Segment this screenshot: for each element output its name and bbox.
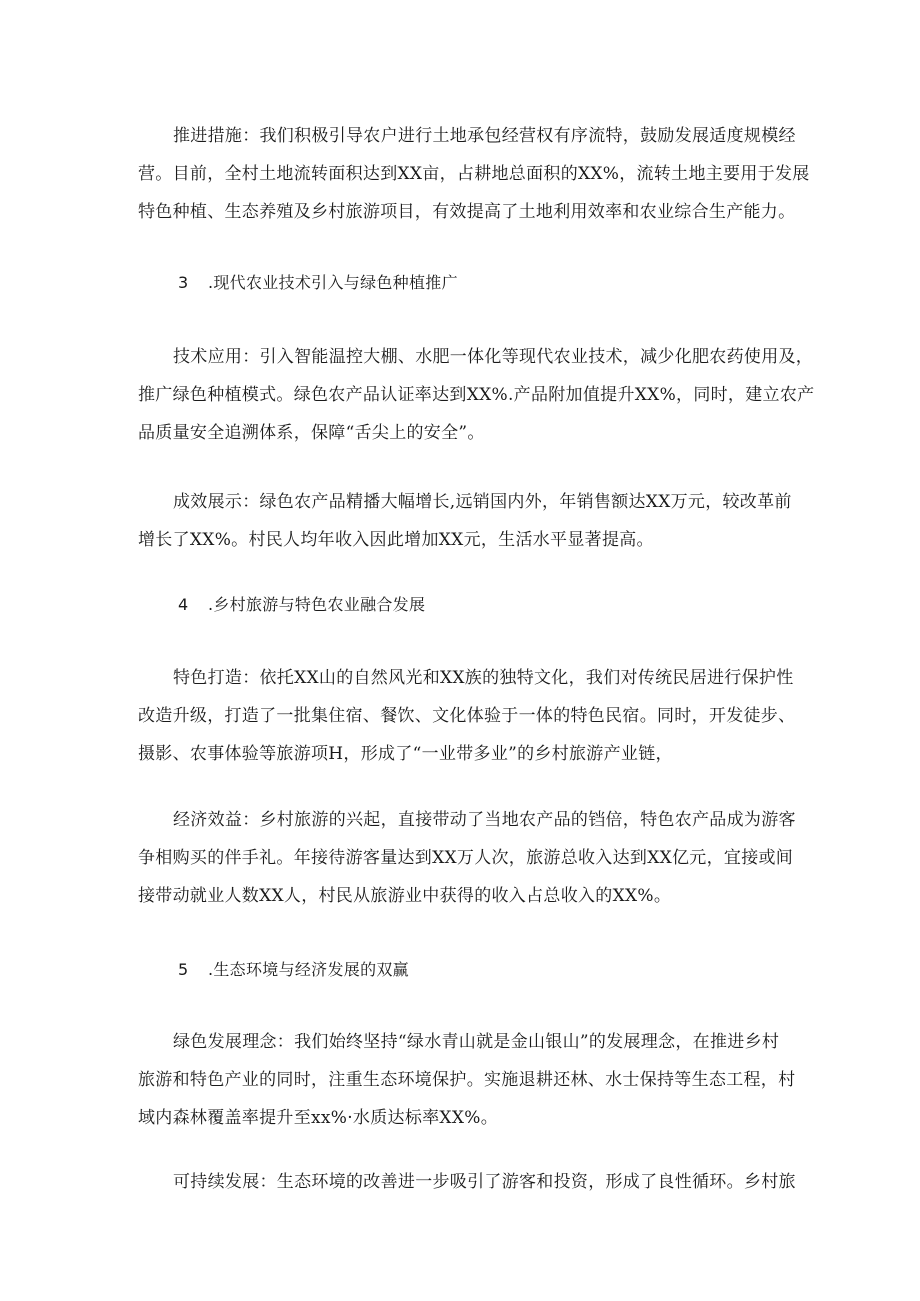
paragraph-results [138, 484, 790, 559]
text-line: 绿色发展理念：我们始终坚持“绿水青山就是金山银山”的发展理念，在推进乡村 [173, 1032, 780, 1052]
text-line: 营。目前，全村土地流转面积达到XX亩，占耕地总面积的XX%，流转土地主要用于发展 [138, 164, 810, 184]
text-line: 经济效益：乡村旅游的兴起，直接带动了当地农产品的铛倍，特色农产品成为游客 [173, 810, 796, 830]
text-line: 特色打造：依托XX山的自然风光和XX族的独特文化，我们对传统民居进行保护性 [173, 668, 794, 688]
section-heading-3 [178, 268, 830, 298]
section-number: 5 [178, 960, 189, 979]
text-line: 摄影、农事体验等旅游项H，形成了“一业带多业”的乡村旅游产业链， [138, 744, 673, 764]
paragraph-tech-application [138, 339, 815, 452]
text-line: 旅游和特色产业的同时，注重生态环境保护。实施退耕还林、水士保持等生态工程，村 [138, 1070, 796, 1090]
paragraph-land-transfer [138, 118, 810, 231]
section-title: .生态环境与经济发展的双赢 [208, 960, 409, 979]
section-number: 3 [178, 273, 189, 292]
section-heading-5 [178, 955, 830, 985]
text-line: 增长了XX%。村民人均年收入因此增加XX元，生活水平显著提高。 [138, 530, 654, 550]
section-heading-4 [178, 590, 830, 620]
text-line: 接带动就业人数XX人，村民从旅游业中获得的收入占总收入的XX%。 [138, 886, 672, 906]
paragraph-featured-development [138, 660, 796, 773]
text-line: 域内森林覆盖率提升至xx%·水质达标率XX%。 [138, 1108, 498, 1128]
section-number: 4 [178, 595, 189, 614]
text-line: 特色种植、生态养殖及乡村旅游项目，有效提高了土地利用效率和农业综合生产能力。 [138, 202, 796, 222]
paragraph-sustainable-development [138, 1164, 796, 1201]
text-line: 争相购买的伴手礼。年接待游客量达到XX万人次，旅游总收入达到XX亿元，宜接或间 [138, 848, 794, 868]
paragraph-economic-benefit [138, 802, 796, 915]
text-line: 推进措施：我们积极引导农户进行土地承包经营权有序流特，鼓励发展适度规模经 [173, 126, 796, 146]
text-line: 技术应用：引入智能温控大棚、水肥一体化等现代农业技术，减少化肥农药使用及， [173, 347, 814, 367]
section-title: .乡村旅游与特色农业融合发展 [208, 595, 426, 614]
text-line: 品质量安全追溯体系，保障“舌尖上的安全”。 [138, 423, 485, 443]
text-line: 改造升级，打造了一批集住宿、餐饮、文化体验于一体的特色民宿。同时，开发徒步、 [138, 706, 796, 726]
section-title: .现代农业技术引入与绿色种植推广 [208, 273, 458, 292]
text-line: 成效展示：绿色农产品精播大幅增长,远销国内外，年销售额达XX万元，较改革前 [173, 492, 792, 512]
text-line: 推广绿色种植模式。绿色农产品认证率达到XX%.产品附加值提升XX%，同时，建立农产 [138, 385, 815, 405]
text-line: 可持续发展：生态环境的改善进一步吸引了游客和投资，形成了良性循环。乡村旅 [173, 1172, 796, 1192]
paragraph-green-development [138, 1024, 796, 1137]
